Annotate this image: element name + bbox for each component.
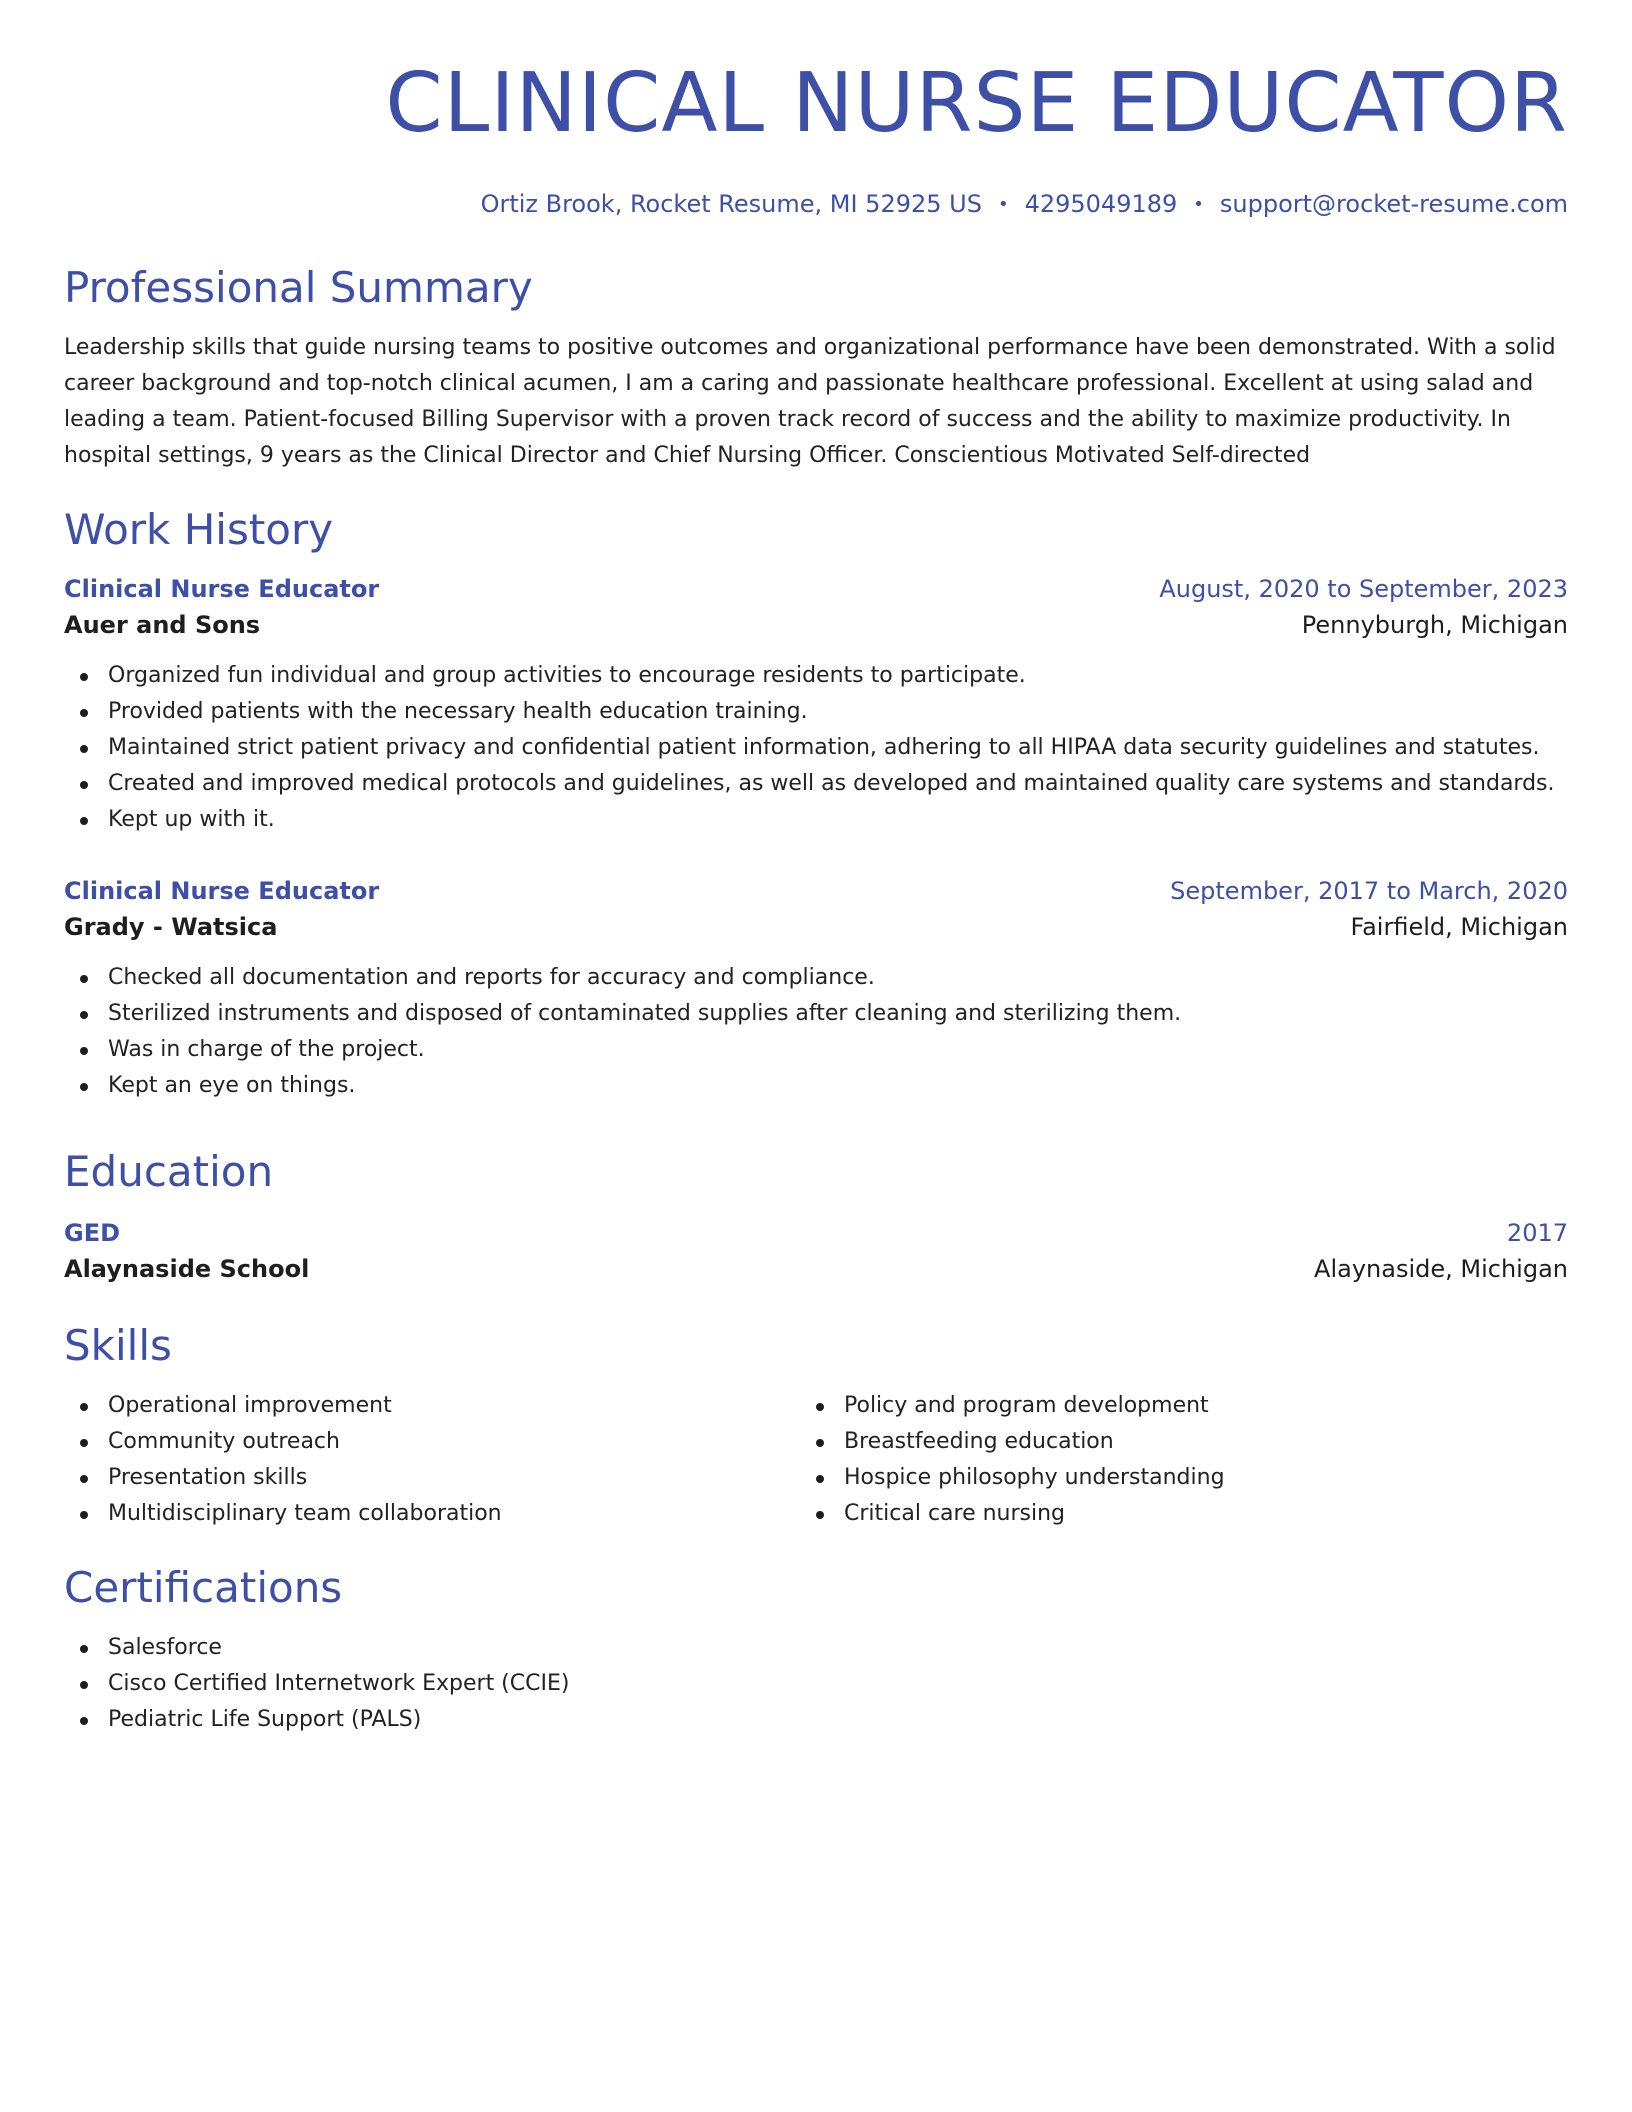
contact-address: Ortiz Brook, Rocket Resume, MI 52925 US xyxy=(480,190,982,218)
contact-email[interactable]: support@rocket-resume.com xyxy=(1219,190,1568,218)
job-bullets xyxy=(64,960,1568,1104)
skills-heading: Skills xyxy=(64,1321,172,1370)
skill-item: Breastfeeding education xyxy=(800,1424,1536,1460)
job-bullet: Provided patients with the necessary health education training. xyxy=(64,694,1568,730)
job-company: Grady - Watsica xyxy=(64,913,278,941)
education-location: Alaynaside, Michigan xyxy=(1314,1255,1568,1283)
job-header xyxy=(64,874,1568,908)
education-heading: Education xyxy=(64,1147,274,1196)
job-title: Clinical Nurse Educator xyxy=(64,575,380,603)
skills-bullets xyxy=(64,1388,800,1532)
certification-item: Salesforce xyxy=(64,1630,1568,1666)
job-dates: September, 2017 to March, 2020 xyxy=(1170,877,1568,905)
contact-phone: 4295049189 xyxy=(1024,190,1178,218)
skills-column-right xyxy=(800,1388,1536,1532)
job-location: Pennyburgh, Michigan xyxy=(1301,611,1568,639)
education-header xyxy=(64,1216,1568,1250)
certifications-heading: Certifications xyxy=(64,1563,343,1612)
job-bullet: Kept up with it. xyxy=(64,802,1568,838)
education-entry xyxy=(64,1216,1568,1288)
skill-item: Policy and program development xyxy=(800,1388,1536,1424)
job-location: Fairfield, Michigan xyxy=(1350,913,1568,941)
job-bullet: Kept an eye on things. xyxy=(64,1068,1568,1104)
education-year: 2017 xyxy=(1506,1219,1568,1247)
certification-item: Cisco Certified Internetwork Expert (CCIE) xyxy=(64,1666,1568,1702)
education-degree: GED xyxy=(64,1219,121,1247)
skill-item: Multidisciplinary team collaboration xyxy=(64,1496,800,1532)
job-bullet: Sterilized instruments and disposed of contaminated supplies after cleaning and sterilizing them. xyxy=(64,996,1568,1032)
job-company: Auer and Sons xyxy=(64,611,261,639)
job-bullet: Was in charge of the project. xyxy=(64,1032,1568,1068)
skills-column-left xyxy=(64,1388,800,1532)
job-dates: August, 2020 to September, 2023 xyxy=(1159,575,1568,603)
skills-bullets xyxy=(800,1388,1536,1532)
contact-separator: • xyxy=(1193,194,1204,215)
job-bullet: Created and improved medical protocols and guidelines, as well as developed and maintained quality care systems and standards. xyxy=(64,766,1568,802)
skill-item: Critical care nursing xyxy=(800,1496,1536,1532)
certification-bullets xyxy=(64,1630,1568,1738)
job-entry xyxy=(64,874,1568,1104)
job-bullets xyxy=(64,658,1568,838)
resume-name: CLINICAL NURSE EDUCATOR xyxy=(385,56,1568,151)
skill-item: Community outreach xyxy=(64,1424,800,1460)
skill-item: Hospice philosophy understanding xyxy=(800,1460,1536,1496)
skill-item: Operational improvement xyxy=(64,1388,800,1424)
job-subheader xyxy=(64,908,1568,946)
job-bullet: Maintained strict patient privacy and confidential patient information, adhering to all HIPAA data security guidelines and statutes. xyxy=(64,730,1568,766)
summary-heading: Professional Summary xyxy=(64,263,533,312)
education-school: Alaynaside School xyxy=(64,1255,310,1283)
skills-list xyxy=(64,1388,1568,1532)
certifications-list xyxy=(64,1630,1568,1738)
skill-item: Presentation skills xyxy=(64,1460,800,1496)
education-subheader xyxy=(64,1250,1568,1288)
job-title: Clinical Nurse Educator xyxy=(64,877,380,905)
job-header xyxy=(64,572,1568,606)
job-bullet: Checked all documentation and reports for accuracy and compliance. xyxy=(64,960,1568,996)
certification-item: Pediatric Life Support (PALS) xyxy=(64,1702,1568,1738)
job-bullet: Organized fun individual and group activities to encourage residents to participate. xyxy=(64,658,1568,694)
contact-separator: • xyxy=(997,194,1009,215)
job-subheader xyxy=(64,606,1568,644)
summary-text: Leadership skills that guide nursing teams to positive outcomes and organizational performance have been demonstrated. With a solid career background and top-notch clinical acumen, I am a caring and passionate healthcare professional. Excellent at using salad and leading a team. Patient-focused Billing Supervisor with a proven track record of success and the ability to maximize productivity. In hospital settings, 9 years as the Clinical Director and Chief Nursing Officer. Conscientious Motivated Self-directed xyxy=(64,335,1556,468)
contact-line xyxy=(481,188,1568,221)
work-history-heading: Work History xyxy=(64,505,334,554)
job-entry xyxy=(64,572,1568,838)
